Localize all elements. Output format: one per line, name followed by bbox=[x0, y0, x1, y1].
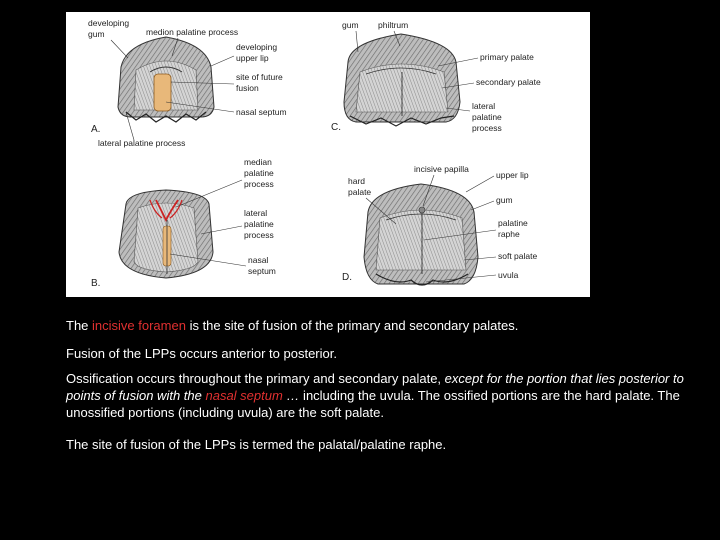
label-raphe: raphe bbox=[498, 229, 520, 239]
label-developing-2: developing bbox=[236, 42, 278, 52]
label-fusion: fusion bbox=[236, 83, 259, 93]
label-gum-c: gum bbox=[342, 20, 359, 30]
ossification-paragraph: Ossification occurs throughout the primary and secondary palate, except for the portion that lies posterior to points of fusion with the nasal septum … including the uvula. The ossified portions are the hard palate. The unossified portions (including uvula) are the soft palate. bbox=[66, 371, 684, 420]
label-lateral-b: lateral bbox=[244, 208, 268, 218]
panel-a-drawing bbox=[118, 37, 214, 122]
label-upper-lip: upper lip bbox=[236, 53, 269, 63]
label-secondary-palate: secondary palate bbox=[476, 77, 541, 87]
fusion-direction-paragraph: Fusion of the LPPs occurs anterior to posterior. bbox=[66, 346, 337, 361]
palatine-raphe-paragraph: The site of fusion of the LPPs is termed the palatal/palatine raphe. bbox=[66, 437, 447, 452]
panel-c-letter: C. bbox=[331, 122, 341, 133]
label-medion-palatine-process: medion palatine process bbox=[146, 27, 239, 37]
panel-c-drawing bbox=[344, 34, 460, 126]
label-palatine-c: palatine bbox=[472, 112, 502, 122]
label-upper-lip-d: upper lip bbox=[496, 170, 529, 180]
label-philtrum: philtrum bbox=[378, 20, 409, 30]
label-palatine-b: palatine bbox=[244, 168, 274, 178]
label-incisive-papilla: incisive papilla bbox=[414, 164, 469, 174]
label-process-b2: process bbox=[244, 230, 274, 240]
panel-b-drawing bbox=[119, 190, 213, 278]
label-developing: developing bbox=[88, 18, 130, 28]
label-soft-palate: soft palate bbox=[498, 251, 538, 261]
nasal-septum-term: nasal septum bbox=[205, 388, 283, 403]
label-lateral-c: lateral bbox=[472, 101, 496, 111]
panel-d-letter: D. bbox=[342, 272, 352, 283]
label-lateral-palatine-process-a: lateral palatine process bbox=[98, 138, 186, 148]
label-hard: hard bbox=[348, 176, 366, 186]
label-palate-d: palate bbox=[348, 187, 372, 197]
label-nasal-septum-a: nasal septum bbox=[236, 107, 287, 117]
label-septum-b: septum bbox=[248, 266, 276, 276]
label-palatine-b2: palatine bbox=[244, 219, 274, 229]
label-process-b: process bbox=[244, 179, 274, 189]
label-median-b: median bbox=[244, 157, 272, 167]
label-site-of-future: site of future bbox=[236, 72, 283, 82]
label-gum-d: gum bbox=[496, 195, 513, 205]
label-uvula: uvula bbox=[498, 270, 519, 280]
label-gum: gum bbox=[88, 29, 105, 39]
palate-development-figure bbox=[66, 12, 590, 297]
panel-a-letter: A. bbox=[91, 124, 101, 135]
label-palatine-d: palatine bbox=[498, 218, 528, 228]
label-primary-palate: primary palate bbox=[480, 52, 534, 62]
incisive-foramen-paragraph: The incisive foramen is the site of fusion of the primary and secondary palates. bbox=[66, 318, 519, 333]
incisive-foramen-term: incisive foramen bbox=[92, 318, 186, 333]
label-process-c: process bbox=[472, 123, 502, 133]
panel-d-drawing bbox=[364, 184, 478, 285]
label-nasal-b: nasal bbox=[248, 255, 269, 265]
panel-b-letter: B. bbox=[91, 278, 101, 289]
